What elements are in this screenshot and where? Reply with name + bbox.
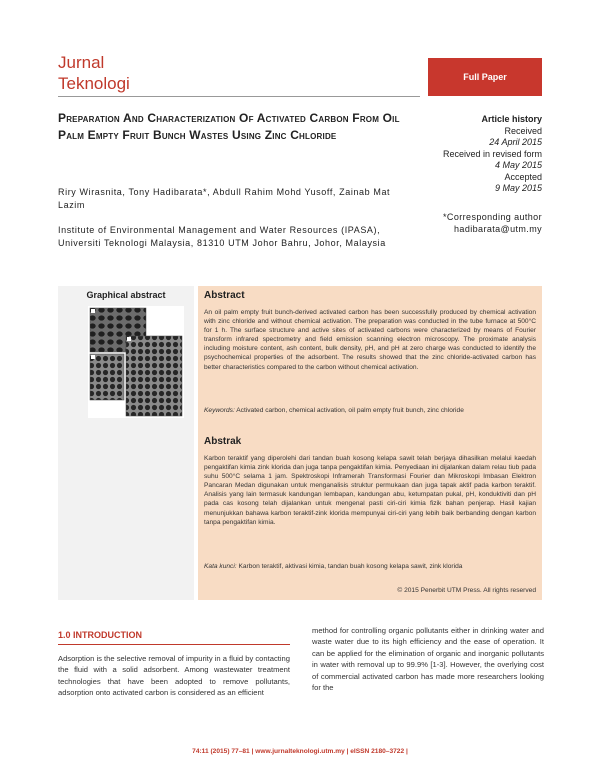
accepted-label: Accepted (504, 171, 542, 182)
corresponding-author (408, 212, 542, 235)
introduction-left-column: Adsorption is the selective removal of impurity in a fluid by contacting the fluid with a solid adsorbent. Among wastewater treatment technologies that have been adopted to remove pollutants, adsorption onto activated carbon is considered as an efficient (58, 654, 290, 698)
full-paper-badge: Full Paper (428, 58, 542, 96)
copyright-notice: © 2015 Penerbit UTM Press. All rights reserved (397, 587, 536, 594)
received-date: 24 April 2015 (489, 137, 542, 147)
revised-date: 4 May 2015 (494, 160, 542, 170)
abstract-keywords-label: Keywords (204, 407, 233, 414)
introduction-divider (58, 644, 290, 645)
abstract-keywords-values: Activated carbon, chemical activation, oil palm empty fruit bunch, zinc chloride (236, 407, 464, 414)
introduction-heading: 1.0 INTRODUCTION (58, 630, 143, 640)
page-footer: 74:11 (2015) 77–81 | www.jurnalteknologi.utm.my | eISSN 2180–3722 | (192, 748, 408, 755)
article-history (408, 114, 542, 195)
abstrak-keywords-values: Karbon teraktif, aktivasi kimia, tandan buah kosong kelapa sawit, zink klorida (238, 563, 463, 570)
corresponding-label: *Corresponding author (443, 212, 542, 222)
journal-name (58, 52, 130, 94)
received-label: Received (504, 125, 542, 136)
abstract-text: An oil palm empty fruit bunch-derived activated carbon has been successfully produced by chemical activation with zinc chloride and without chemical activation. The preparation was conducted in the tube furnace at 500°C for 1 h. The surface structure and active sites of activated carbons were characterized by means of Fourier transform infrared spectrometry and field emission scanning electron microscopy. The proximate analysis including moisture content, ash content, bulk density, pH, and pH at zero charge was conducted to identify the psychochemical properties of the adsorbent. The results showed that the zinc chloride-activated carbon has better characteristics compared to the carbon without chemical activation. (204, 309, 536, 371)
paper-title: Preparation And Characterization Of Activated Carbon From Oil Palm Empty Fruit Bunch Wastes Using Zinc Chloride (58, 111, 400, 142)
abstrak-keywords-label: Kata kunci (204, 563, 235, 570)
accepted-date: 9 May 2015 (494, 183, 542, 193)
header-divider (58, 96, 420, 97)
abstrak-text: Karbon teraktif yang diperolehi dari tandan buah kosong kelapa sawit telah berjaya dihasilkan melalui kaedah pengaktifan kimia zink klorida dan juga tanpa pengaktifan kimia. Penyediaan ini dijalankan dalam relau tiub pada suhu 500°C selama 1 jam. Spektroskopi Inframerah Transformasi Fourier dan Mikroskopi Imbasan Elektron Pancaran Medan digunakan untuk menganalisis struktur permukaan dan juga tapak aktif pada karbon teraktif. Analisis yang lain termasuk kandungan lembapan, kandungan abu, ketumpatan pukal, pH, konduktiviti dan pH pada cas kosong telah dijalankan untuk mengenal pasti ciri-ciri kimia fizik bahan penjerap. Hasil kajian menunjukkan bahawa karbon teraktif-zink klorida mempunyai ciri-ciri yang lebih baik berbanding dengan karbon tanpa pengaktifan kimia. (204, 455, 536, 526)
abstract-keywords: Keywords: Activated carbon, chemical activation, oil palm empty fruit bunch, zinc chloride (204, 407, 464, 414)
abstract-heading: Abstract (204, 290, 245, 301)
article-history-label: Article history (481, 114, 542, 124)
affiliation: Institute of Environmental Management and Water Resources (IPASA), Universiti Teknologi Malaysia, 81310 UTM Johor Bahru, Johor, Malaysia (58, 225, 386, 248)
graphical-abstract-panel (58, 286, 194, 600)
journal-name-line2: Teknologi (58, 74, 130, 93)
corresponding-email[interactable]: hadibarata@utm.my (454, 223, 542, 234)
introduction-right-column: method for controlling organic pollutants either in drinking water and waste water due to its high efficiency and the ease of operation. It can be applied for the elimination of organic and inorganic pollutants in water with removal up to 99.9% [1-3]. However, the overlying cost of commercial activated carbon has made more researchers looking for the (312, 626, 544, 693)
revised-label: Received in revised form (442, 148, 542, 159)
abstrak-keywords: Kata kunci: Karbon teraktif, aktivasi kimia, tandan buah kosong kelapa sawit, zink klorida (204, 563, 463, 570)
journal-name-line1: Jurnal (58, 53, 105, 72)
sem-micrograph-image (88, 306, 184, 418)
author-list: Riry Wirasnita, Tony Hadibarata*, Abdull Rahim Mohd Yusoff, Zainab Mat Lazim (58, 187, 391, 210)
abstract-panel (198, 286, 542, 600)
abstrak-heading: Abstrak (204, 436, 242, 447)
graphical-abstract-title: Graphical abstract (86, 290, 166, 300)
